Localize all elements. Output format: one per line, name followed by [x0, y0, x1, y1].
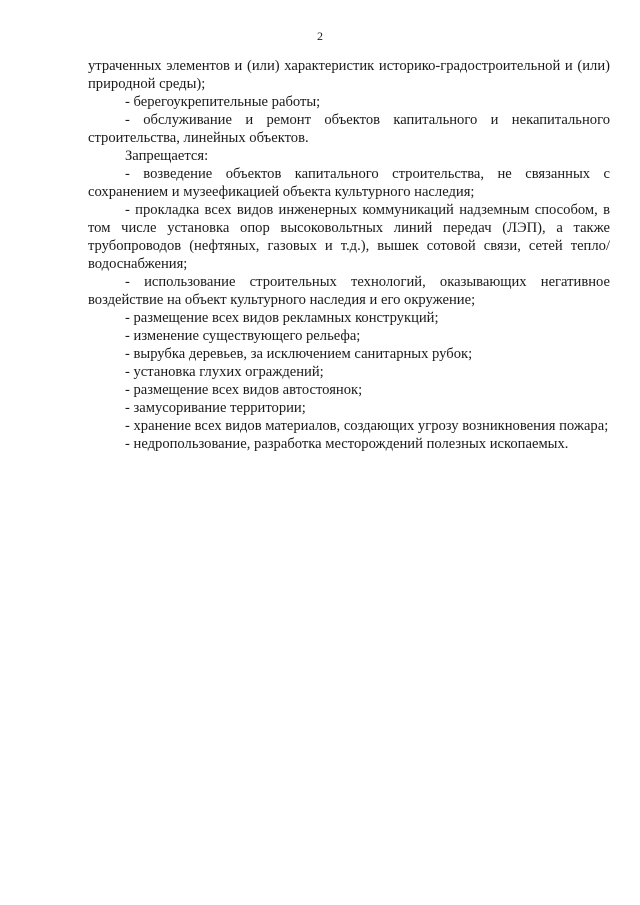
list-item-subsoil: - недропользование, разработка месторождений полезных ископаемых. [125, 436, 569, 452]
list-item-shore-protection: - берегоукрепительные работы; [125, 94, 321, 110]
list-item-relief: - изменение существующего рельефа; [125, 328, 361, 344]
list-item-maintenance: - обслуживание и ремонт объектов капитального и некапитального строительства, линейных объектов. [88, 112, 610, 146]
list-item-communications: - прокладка всех видов инженерных коммуникаций надземным способом, в том числе установка опор высоковольтных линий передач (ЛЭП), а также трубопроводов (нефтяных, газовых и т.д.), вышек сотовой связи, сетей тепло/водоснабжения; [88, 202, 610, 272]
page-number: 2 [317, 29, 323, 43]
list-item-tree-felling: - вырубка деревьев, за исключением санитарных рубок; [125, 346, 473, 362]
paragraph-continuation: утраченных элементов и (или) характеристик историко-градостроительной и (или) природной среды); [88, 58, 610, 92]
list-item-parking: - размещение всех видов автостоянок; [125, 382, 363, 398]
list-item-fences: - установка глухих ограждений; [125, 364, 324, 380]
list-item-technologies: - использование строительных технологий, оказывающих негативное воздействие на объект культурного наследия и его окружение; [88, 274, 610, 308]
list-item-construction: - возведение объектов капитального строительства, не связанных с сохранением и музеефикацией объекта культурного наследия; [88, 166, 610, 200]
list-item-fire-hazard: - хранение всех видов материалов, создающих угрозу возникновения пожара; [125, 418, 609, 434]
list-item-advertising: - размещение всех видов рекламных конструкций; [125, 310, 439, 326]
document-body [88, 57, 610, 453]
prohibited-heading: Запрещается: [125, 148, 209, 164]
list-item-littering: - замусоривание территории; [125, 400, 306, 416]
